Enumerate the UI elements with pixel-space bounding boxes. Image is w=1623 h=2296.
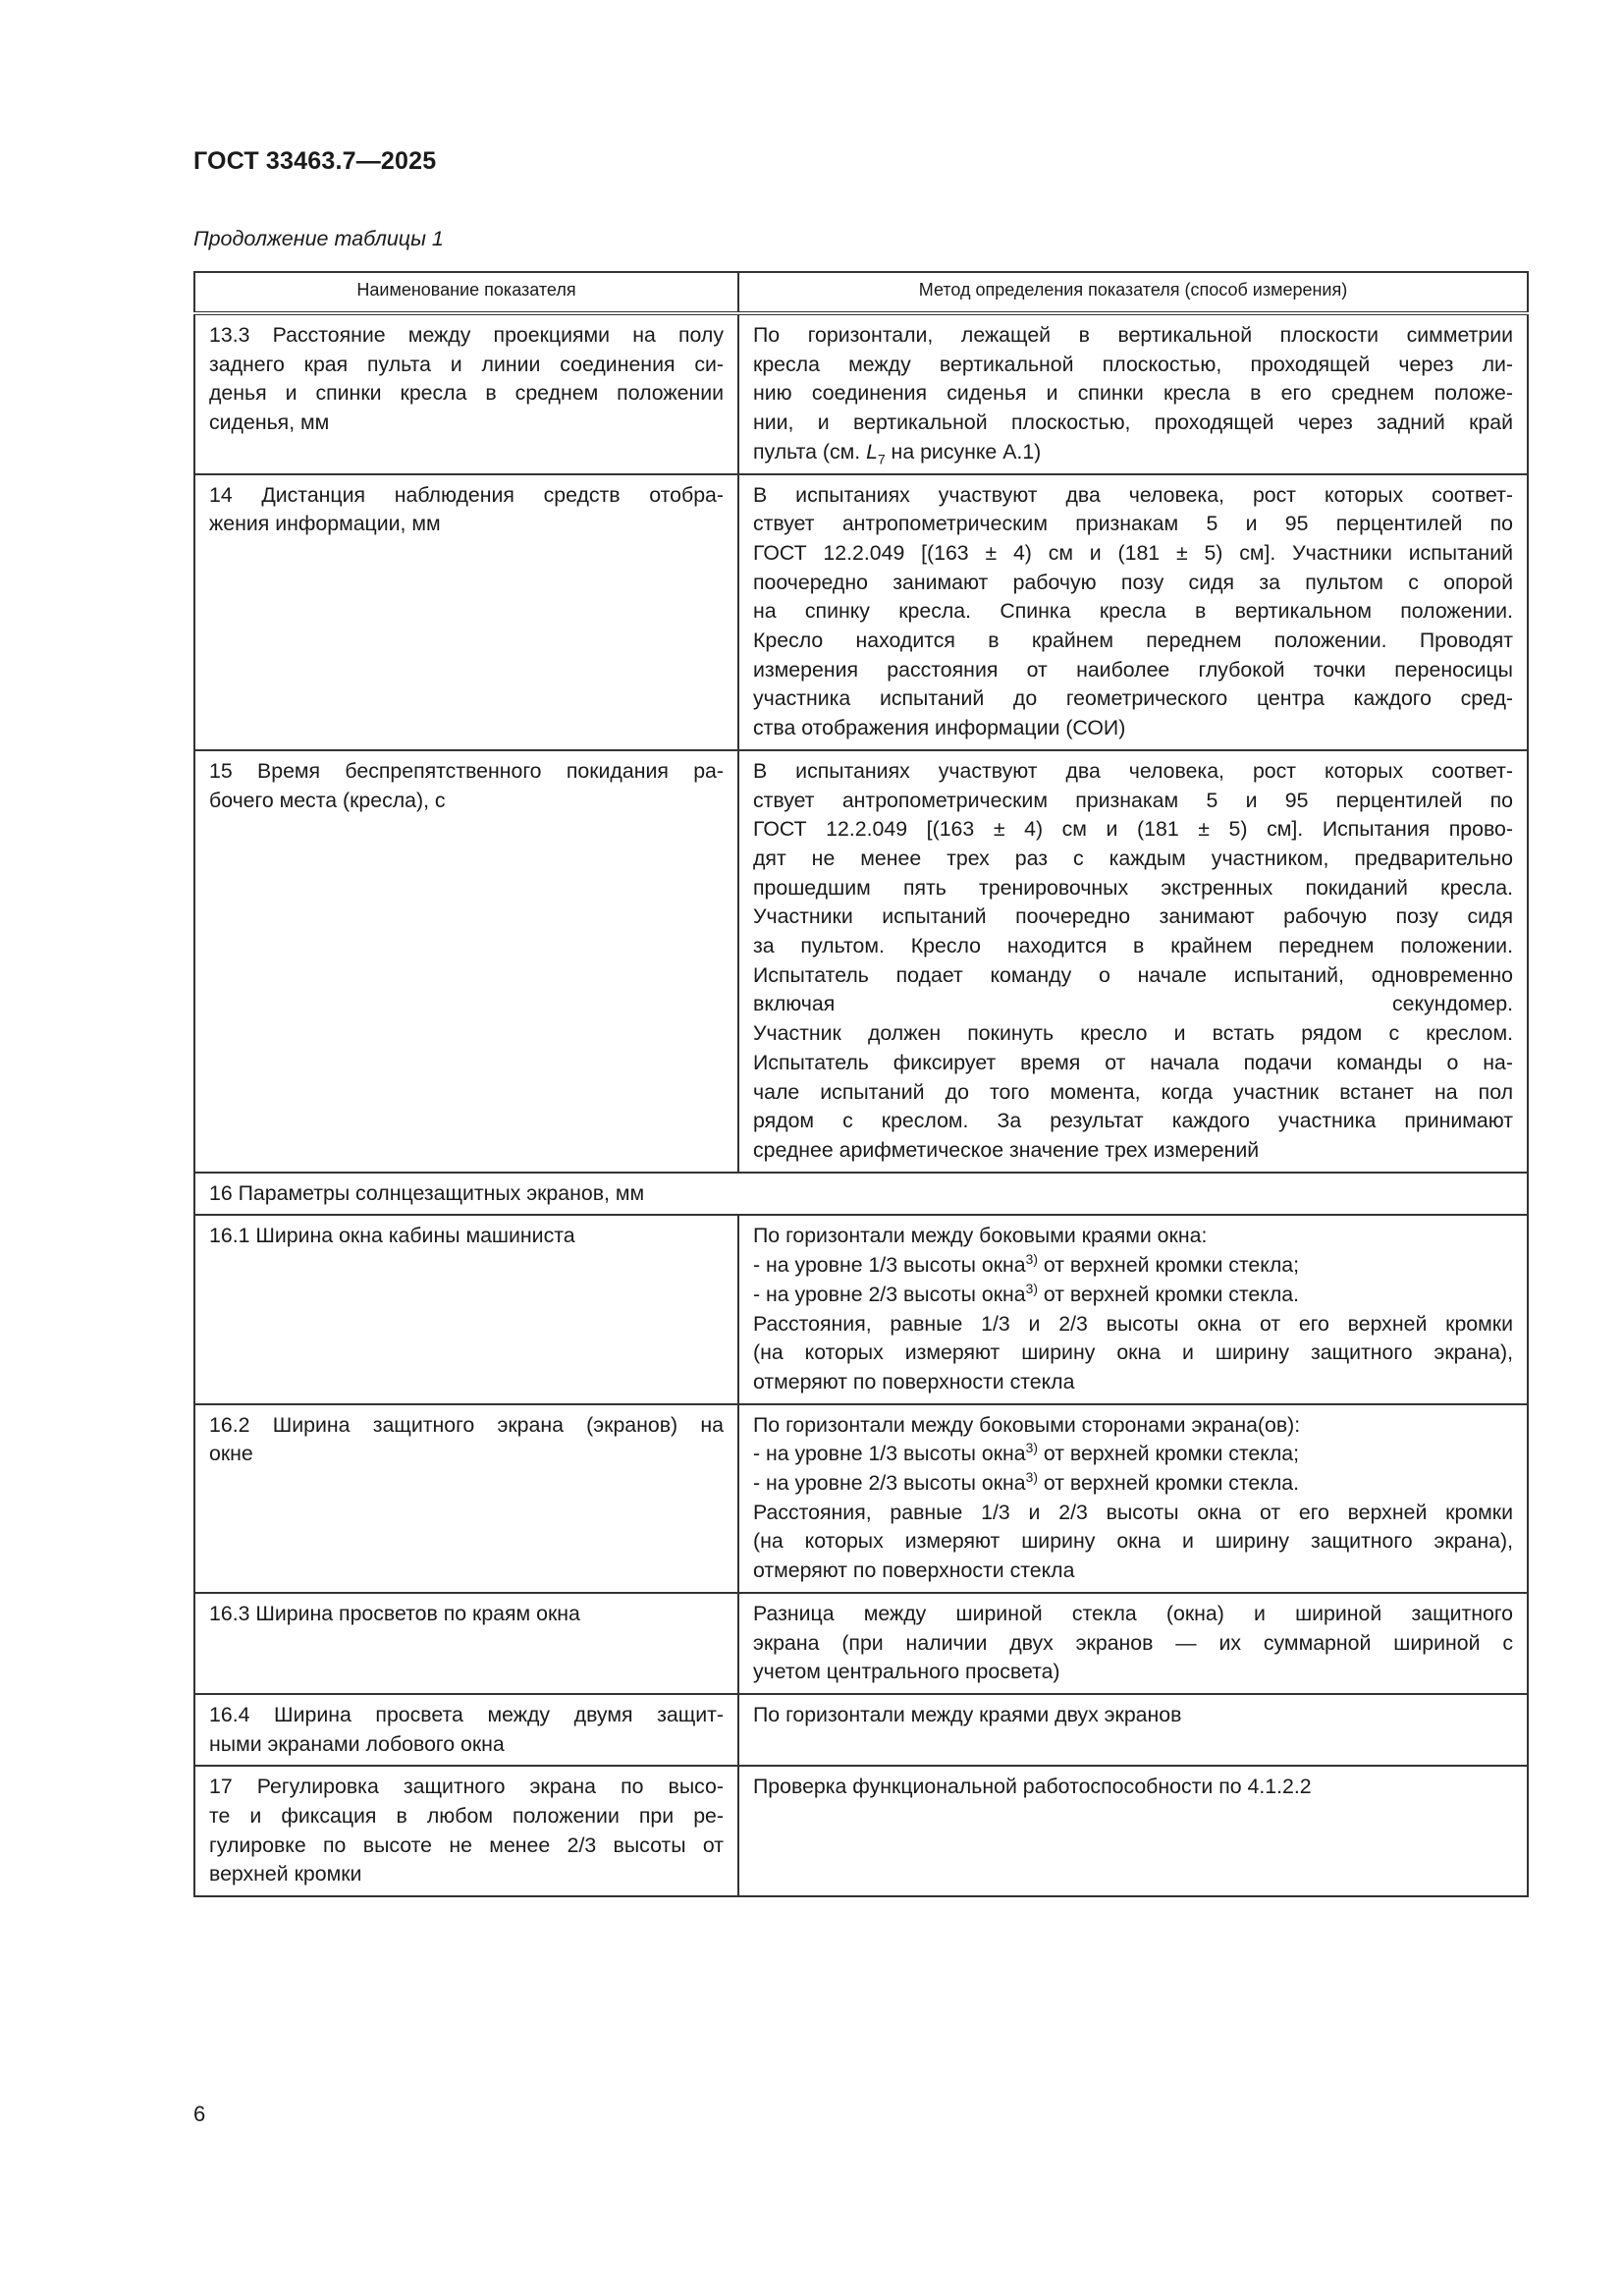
table-row <box>194 1404 1528 1593</box>
method-line <box>753 438 1513 467</box>
method-line: Испытатель подает команду о начале испытаний, одновременно <box>753 962 1513 987</box>
method-line: экрана (при наличии двух экранов — их суммарной шириной с <box>753 1630 1513 1655</box>
method-line: чале испытаний до того момента, когда участник встанет на пол <box>753 1079 1513 1104</box>
method-line: В испытаниях участвуют два человека, рост которых соответ- <box>753 482 1513 507</box>
list-item-text: - на уровне 2/3 высоты окна <box>753 1282 1026 1306</box>
method-line: поочередно занимают рабочую позу сидя за пультом с опорой <box>753 570 1513 594</box>
method-cell <box>738 750 1528 1173</box>
method-line: Участники испытаний поочередно занимают рабочую позу сидя <box>753 904 1513 929</box>
name-line: 16.3 Ширина просветов по краям окна <box>209 1601 580 1625</box>
list-item <box>753 1469 1513 1499</box>
method-line: на спинку кресла. Спинка кресла в вертикальном положении. <box>753 599 1513 624</box>
method-line: (на которых измеряют ширину окна и ширину защитного экрана), <box>753 1529 1513 1554</box>
list-item-text: от верхней кромки стекла; <box>1037 1253 1300 1278</box>
list-item-text: от верхней кромки стекла; <box>1037 1442 1300 1466</box>
method-line: дят не менее трех раз с каждым участником, предварительно <box>753 846 1513 870</box>
indicator-name-cell <box>194 750 738 1173</box>
name-line: ными экранами лобового окна <box>209 1731 505 1756</box>
table-row <box>194 1593 1528 1694</box>
name-line: верхней кромки <box>209 1862 362 1886</box>
method-line: ства отображения информации (СОИ) <box>753 716 1126 740</box>
indicator-name-cell <box>194 1694 738 1766</box>
indicator-name-cell <box>194 313 738 474</box>
table-row <box>194 474 1528 750</box>
footnote-ref: 3) <box>1025 1468 1038 1485</box>
method-text: пульта (см. <box>753 439 867 464</box>
indicator-name-cell <box>194 1404 738 1593</box>
variable-symbol: L <box>866 439 878 464</box>
name-line: 14 Дистанция наблюдения средств отобра- <box>209 482 724 507</box>
method-line: Проверка функциональной работоспособности по 4.1.2.2 <box>753 1775 1312 1799</box>
indicator-name-cell <box>194 1215 738 1403</box>
method-cell <box>738 474 1528 750</box>
table-row <box>194 750 1528 1173</box>
table-row <box>194 313 1528 474</box>
name-line: 16.2 Ширина защитного экрана (экранов) на <box>209 1412 724 1437</box>
method-line: В испытаниях участвуют два человека, рост которых соответ- <box>753 758 1513 783</box>
name-line: окне <box>209 1442 253 1466</box>
name-line: те и фиксация в любом положении при ре- <box>209 1804 724 1829</box>
method-line: По горизонтали, лежащей в вертикальной плоскости симметрии <box>753 323 1513 347</box>
method-line: отмеряют по поверхности стекла <box>753 1369 1075 1394</box>
method-line: нию соединения сиденья и спинки кресла в его среднем положе- <box>753 381 1513 406</box>
table-caption: Продолжение таблицы 1 <box>193 227 444 250</box>
method-cell <box>738 1694 1528 1766</box>
method-line: ствует антропометрическим признакам 5 и 95 перцентилей по <box>753 512 1513 536</box>
table-header-row <box>194 272 1528 313</box>
indicator-name-cell <box>194 1766 738 1896</box>
method-line: Испытатель фиксирует время от начала подачи команды о на- <box>753 1050 1513 1074</box>
list-item <box>753 1281 1513 1310</box>
list-item <box>753 1251 1513 1281</box>
list-item <box>753 1440 1513 1469</box>
method-line: нии, и вертикальной плоскостью, проходящей через задний край <box>753 410 1513 435</box>
indicator-name-cell <box>194 1593 738 1694</box>
list-item-text: от верхней кромки стекла. <box>1037 1282 1300 1306</box>
method-cell <box>738 313 1528 474</box>
method-line: По горизонтали между краями двух экранов <box>753 1702 1182 1726</box>
table-row <box>194 1766 1528 1896</box>
table-row <box>194 1694 1528 1766</box>
column-header-method: Метод определения показателя (способ измерения) <box>738 272 1528 313</box>
method-line: учетом центрального просвета) <box>753 1660 1060 1684</box>
footnote-ref: 3) <box>1025 1280 1038 1296</box>
name-line: 13.3 Расстояние между проекциями на полу <box>209 323 724 347</box>
table-body <box>194 313 1528 1896</box>
name-line: сиденья, мм <box>209 410 330 435</box>
variable-subscript: 7 <box>877 451 886 467</box>
footnote-ref: 3) <box>1025 1440 1038 1456</box>
name-line: 16.1 Ширина окна кабины машиниста <box>209 1224 575 1248</box>
name-line: жения информации, мм <box>209 512 441 536</box>
method-line: Расстояния, равные 1/3 и 2/3 высоты окна от его верхней кромки <box>753 1311 1513 1336</box>
list-item-text: - на уровне 2/3 высоты окна <box>753 1471 1026 1496</box>
name-line: 17 Регулировка защитного экрана по высо- <box>209 1775 724 1799</box>
method-cell <box>738 1593 1528 1694</box>
method-line: рядом с креслом. За результат каждого участника принимают <box>753 1109 1513 1133</box>
footnote-ref: 3) <box>1025 1251 1038 1267</box>
method-line: ГОСТ 12.2.049 [(163 ± 4) см и (181 ± 5) см]. Участники испытаний <box>753 540 1513 565</box>
method-line: Участник должен покинуть кресло и встать рядом с креслом. <box>753 1021 1513 1046</box>
name-line: денья и спинки кресла в среднем положении <box>209 381 724 406</box>
method-line: Расстояния, равные 1/3 и 2/3 высоты окна от его верхней кромки <box>753 1500 1513 1524</box>
column-header-name: Наименование показателя <box>194 272 738 313</box>
method-line: измерения расстояния от наиболее глубокой точки переносицы <box>753 657 1513 682</box>
page-number: 6 <box>193 2102 206 2126</box>
name-line: 16.4 Ширина просвета между двумя защит- <box>209 1702 724 1726</box>
method-line: кресла между вертикальной плоскостью, проходящей через ли- <box>753 352 1513 376</box>
method-line: Кресло находится в крайнем переднем положении. Проводят <box>753 629 1513 653</box>
method-line: прошедшим пять тренировочных экстренных покиданий кресла. <box>753 875 1513 900</box>
name-line: бочего места (кресла), с <box>209 788 446 812</box>
section-heading-cell: 16 Параметры солнцезащитных экранов, мм <box>194 1173 1528 1216</box>
method-line: участника испытаний до геометрического центра каждого сред- <box>753 686 1513 711</box>
method-line: отмеряют по поверхности стекла <box>753 1558 1075 1583</box>
method-line: среднее арифметическое значение трех измерений <box>753 1137 1260 1162</box>
indicator-name-cell <box>194 474 738 750</box>
table-row <box>194 1215 1528 1403</box>
document-code: ГОСТ 33463.7—2025 <box>193 147 437 175</box>
method-line: ствует антропометрическим признакам 5 и 95 перцентилей по <box>753 788 1513 812</box>
method-line: ГОСТ 12.2.049 [(163 ± 4) см и (181 ± 5) см]. Испытания прово- <box>753 817 1513 842</box>
list-item-text: - на уровне 1/3 высоты окна <box>753 1253 1026 1278</box>
method-cell <box>738 1404 1528 1593</box>
name-line: заднего края пульта и линии соединения си- <box>209 352 724 376</box>
method-line: за пультом. Кресло находится в крайнем переднем положении. <box>753 934 1513 958</box>
name-line: гулировке по высоте не менее 2/3 высоты от <box>209 1832 724 1857</box>
method-line: включая секундомер. <box>753 992 1513 1016</box>
name-line: 15 Время беспрепятственного покидания ра- <box>209 758 724 783</box>
table-section-row <box>194 1173 1528 1216</box>
method-cell <box>738 1215 1528 1403</box>
list-item-text: - на уровне 1/3 высоты окна <box>753 1442 1026 1466</box>
method-line: По горизонтали между боковыми краями окна: <box>753 1224 1208 1248</box>
indicators-table <box>193 271 1529 1897</box>
method-line: (на которых измеряют ширину окна и ширину защитного экрана), <box>753 1340 1513 1365</box>
method-line: Разница между шириной стекла (окна) и шириной защитного <box>753 1601 1513 1625</box>
method-line: По горизонтали между боковыми сторонами экрана(ов): <box>753 1412 1301 1437</box>
method-text: на рисунке А.1) <box>885 439 1042 464</box>
method-cell <box>738 1766 1528 1896</box>
list-item-text: от верхней кромки стекла. <box>1037 1471 1300 1496</box>
